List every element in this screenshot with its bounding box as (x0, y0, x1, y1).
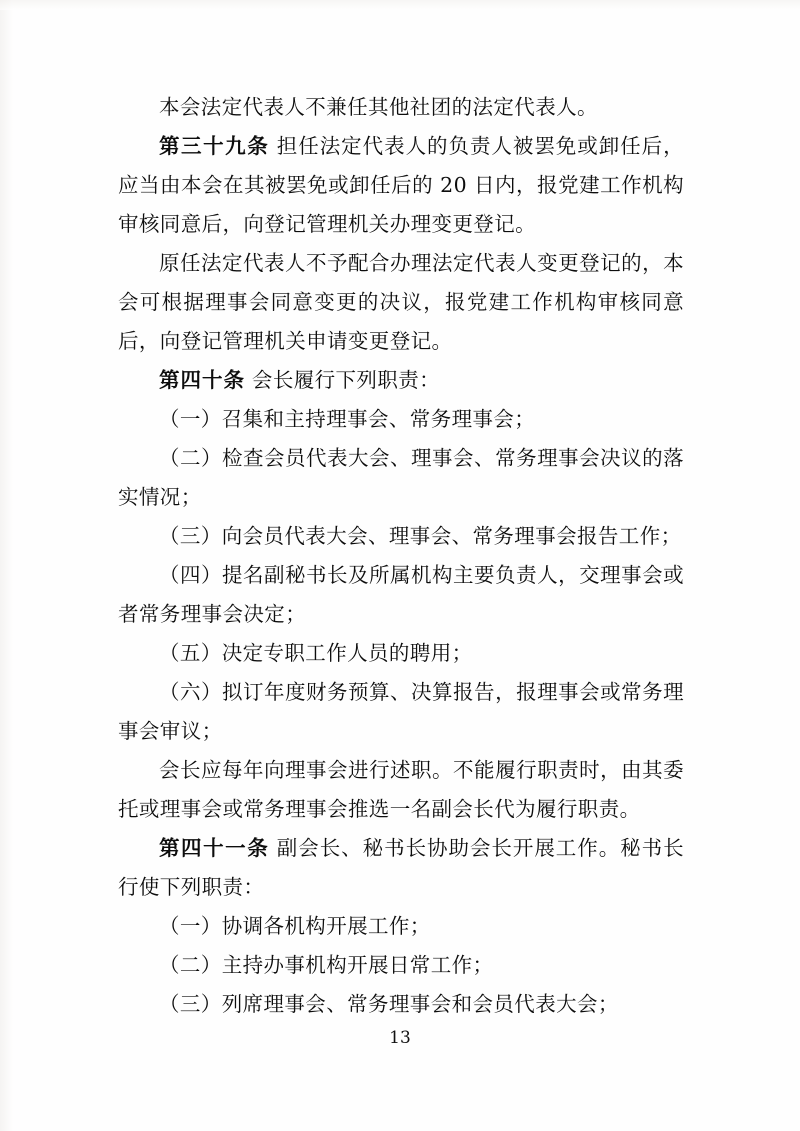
paragraph-article-39 (118, 127, 684, 244)
article-text: 副会长、秘书长协助会长开展工作。秘书长行使下列职责： (118, 836, 684, 899)
paragraph: 本会法定代表人不兼任其他社团的法定代表人。 (159, 95, 598, 119)
scan-edge-top (0, 0, 800, 10)
paragraph: 原任法定代表人不予配合办理法定代表人变更登记的，本会可根据理事会同意变更的决议，报党建工作机构审核同意后，向登记管理机关申请变更登记。 (118, 251, 684, 353)
article-heading: 第三十九条 (159, 134, 270, 158)
list-item: （二）主持办事机构开展日常工作； (159, 953, 494, 977)
paragraph: 会长应每年向理事会进行述职。不能履行职责时，由其委托或理事会或常务理事会推选一名副会长代为履行职责。 (118, 758, 684, 821)
scan-edge-left (0, 0, 14, 1131)
list-item: （五）决定专职工作人员的聘用； (159, 641, 473, 665)
list-item: （一）协调各机构开展工作； (159, 914, 431, 938)
list-item: （三）列席理事会、常务理事会和会员代表大会； (159, 992, 619, 1016)
article-heading: 第四十条 (159, 368, 245, 392)
list-item: （一）召集和主持理事会、常务理事会； (159, 407, 536, 431)
document-body (118, 88, 684, 1024)
article-heading: 第四十一条 (159, 836, 270, 860)
list-item: （二）检查会员代表大会、理事会、常务理事会决议的落实情况； (118, 446, 684, 509)
list-item: （三）向会员代表大会、理事会、常务理事会报告工作； (159, 524, 682, 548)
paragraph-article-41 (118, 829, 684, 907)
article-text: 担任法定代表人的负责人被罢免或卸任后，应当由本会在其被罢免或卸任后的 20 日内，报党建工作机构审核同意后，向登记管理机关办理变更登记。 (118, 134, 684, 236)
paragraph-article-40 (118, 361, 684, 400)
page-number: 13 (389, 1028, 411, 1048)
list-item: （六）拟订年度财务预算、决算报告，报理事会或常务理事会审议； (118, 680, 684, 743)
article-text: 会长履行下列职责： (251, 368, 441, 392)
list-item: （四）提名副秘书长及所属机构主要负责人，交理事会或者常务理事会决定； (118, 563, 684, 626)
